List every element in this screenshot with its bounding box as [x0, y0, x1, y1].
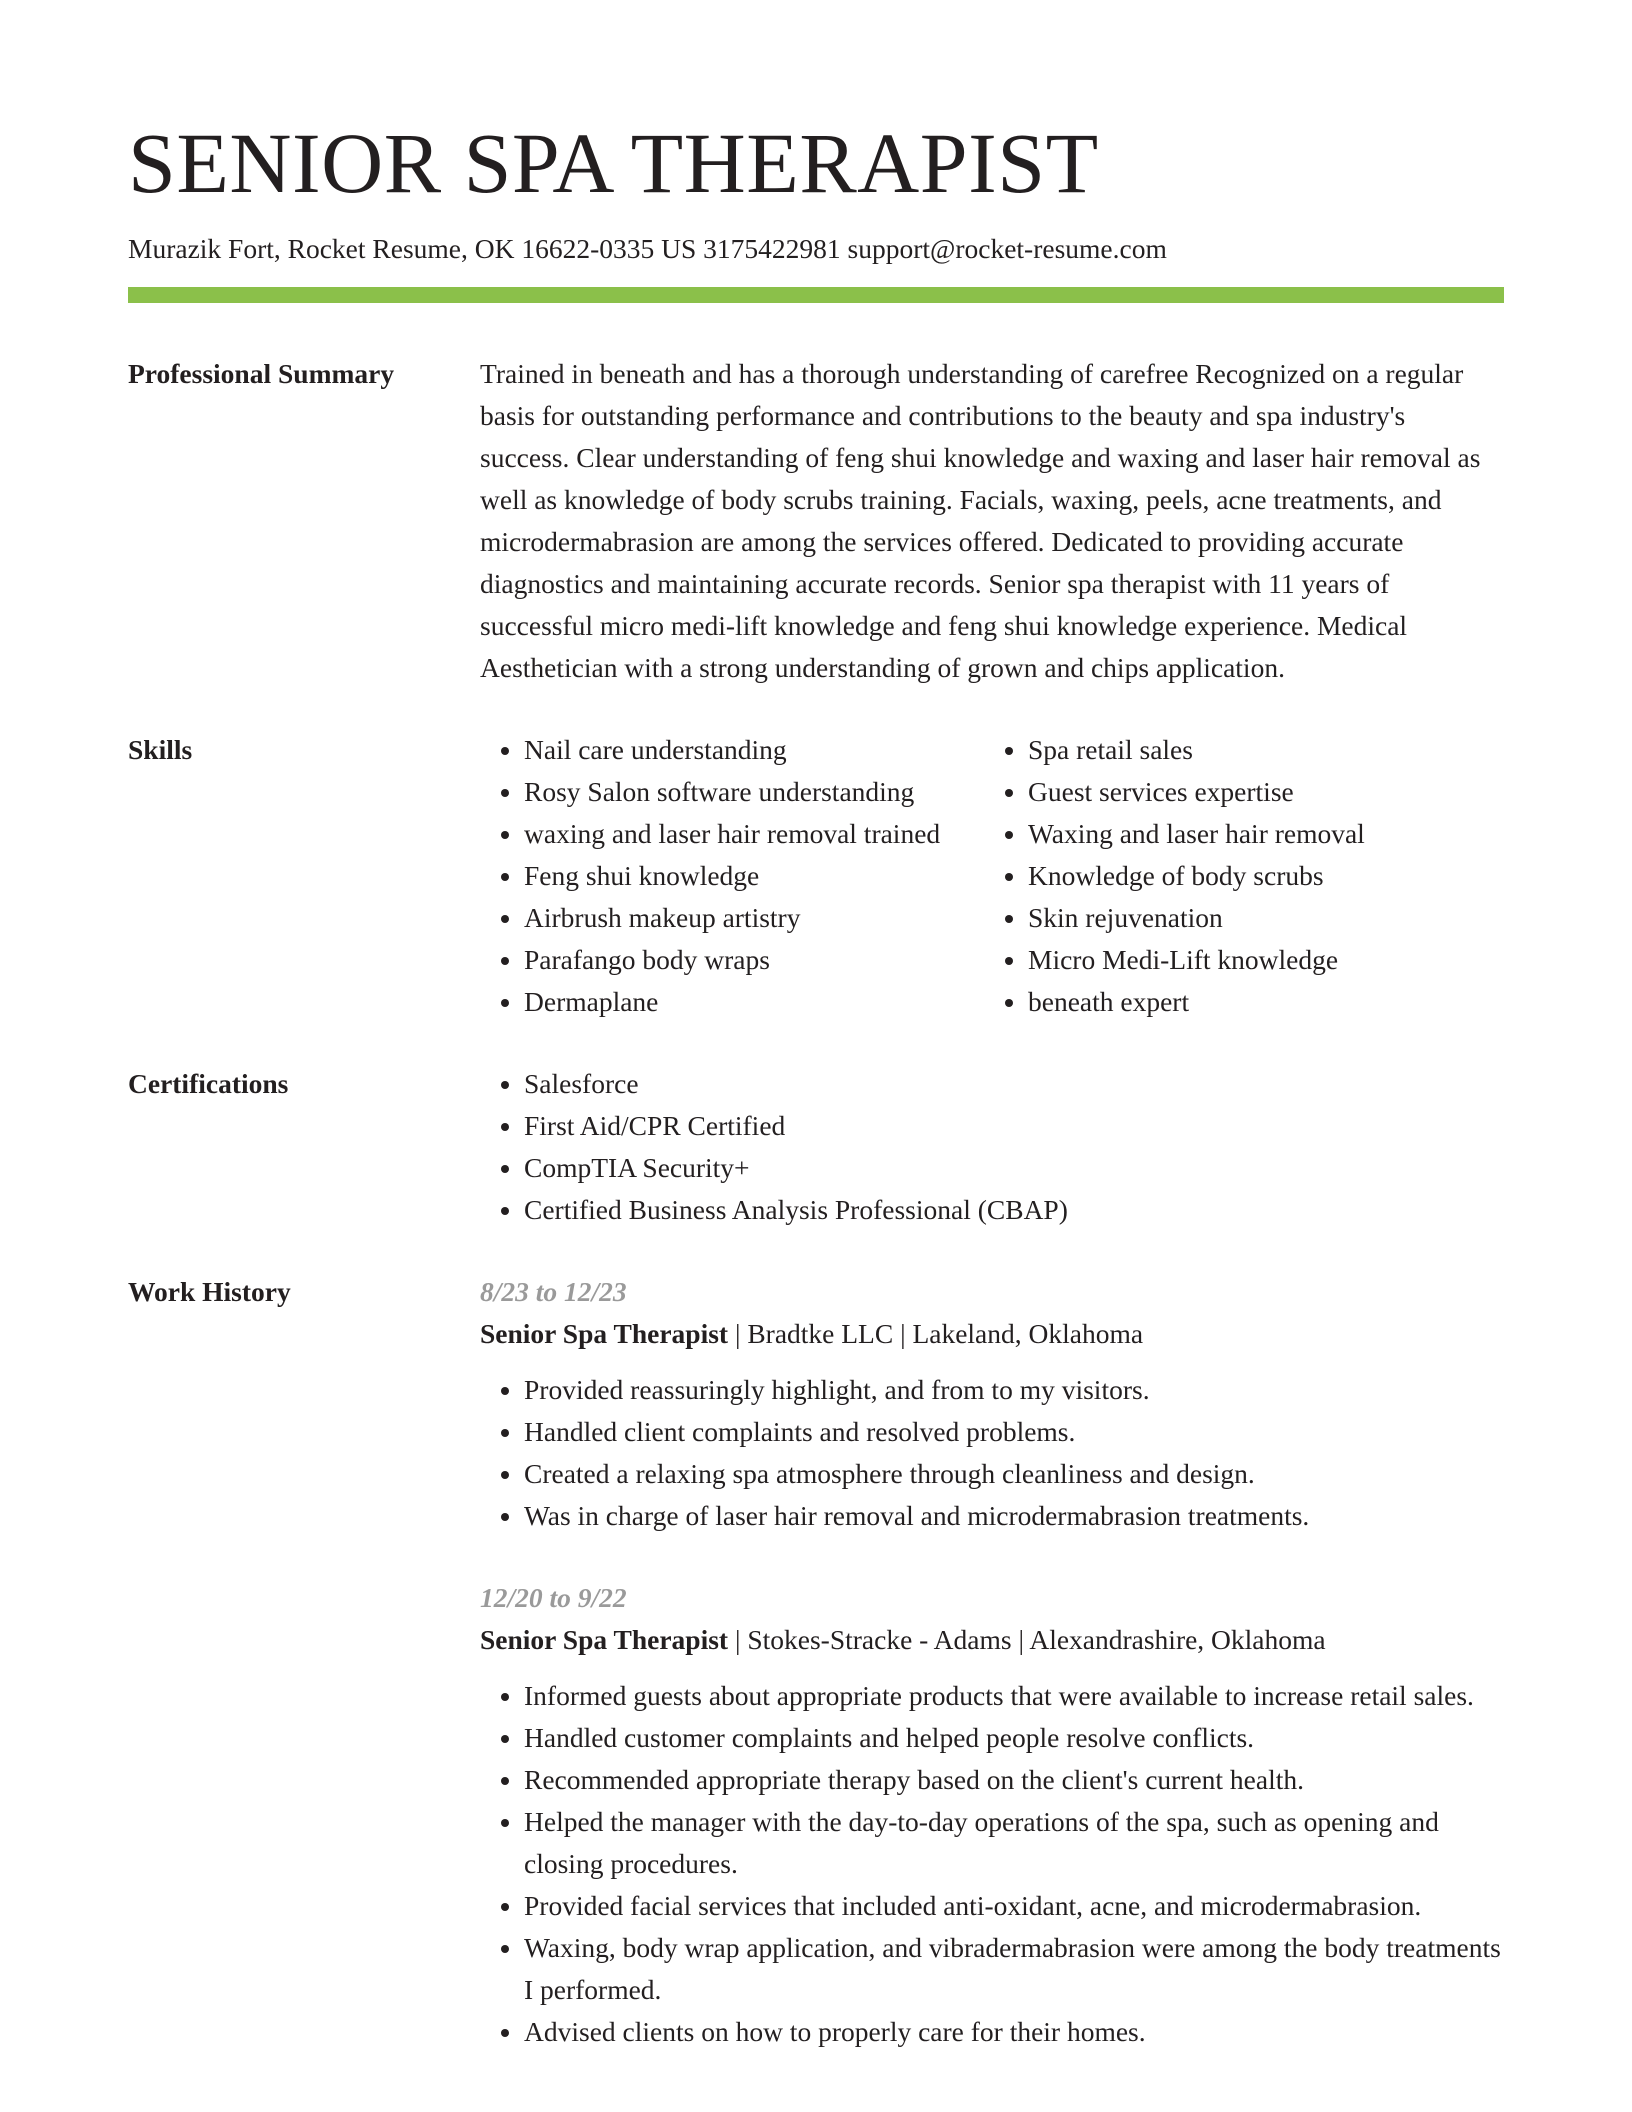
skill-item: • waxing and laser hair removal trained	[524, 813, 984, 855]
work-history-heading: Work History	[128, 1276, 291, 1307]
summary-text: Trained in beneath and has a thorough understanding of carefree Recognized on a regular basis for outstanding performance and contributions to the beauty and spa industry's success. Clear understanding of feng shui knowledge and waxing and laser hair removal as well as knowledge of body scrubs training. Facials, waxing, peels, acne treatments, and microdermabrasion are among the services offered. Dedicated to providing accurate diagnostics and maintaining accurate records. Senior spa therapist with 11 years of successful micro medi-lift knowledge and feng shui knowledge experience. Medical Aesthetician with a strong understanding of grown and chips application.	[480, 358, 1481, 683]
header-divider	[128, 287, 1504, 303]
job-duty: • Waxing, body wrap application, and vibradermabrasion were among the body treatments I performed.	[524, 1927, 1504, 2011]
contact-line: Murazik Fort, Rocket Resume, OK 16622-0335 US 3175422981 support@rocket-resume.com	[128, 233, 1167, 264]
job-duty: • Handled customer complaints and helped people resolve conflicts.	[524, 1717, 1504, 1759]
job-duty: • Was in charge of laser hair removal and microdermabrasion treatments.	[524, 1495, 1504, 1537]
summary-heading: Professional Summary	[128, 358, 395, 389]
job-dates: 8/23 to 12/23	[480, 1276, 627, 1307]
skill-item: • Airbrush makeup artistry	[524, 897, 984, 939]
certification-item: • Certified Business Analysis Professional (CBAP)	[524, 1189, 1504, 1231]
job-duty: • Recommended appropriate therapy based on the client's current health.	[524, 1759, 1504, 1801]
job-role-line	[480, 1313, 1504, 1355]
job-duties-list	[480, 1369, 1504, 1537]
job-entry	[480, 1577, 1504, 2053]
certification-item: • Salesforce	[524, 1063, 1504, 1105]
certifications-content	[480, 1063, 1504, 1231]
certifications-list	[480, 1063, 1504, 1231]
job-duty: • Handled client complaints and resolved problems.	[524, 1411, 1504, 1453]
work-history-content	[480, 1271, 1504, 2093]
job-role: Senior Spa Therapist	[480, 1318, 729, 1349]
skill-item: • Micro Medi-Lift knowledge	[1028, 939, 1528, 981]
skill-item: • Spa retail sales	[1028, 729, 1528, 771]
skill-item: • beneath expert	[1028, 981, 1528, 1023]
job-role-line	[480, 1619, 1504, 1661]
certifications-section	[128, 1063, 1504, 1231]
skill-item: • Waxing and laser hair removal	[1028, 813, 1528, 855]
job-duty: • Advised clients on how to properly care for their homes.	[524, 2011, 1504, 2053]
job-role: Senior Spa Therapist	[480, 1624, 729, 1655]
skill-item: • Dermaplane	[524, 981, 984, 1023]
skill-item: • Feng shui knowledge	[524, 855, 984, 897]
skill-item: • Rosy Salon software understanding	[524, 771, 984, 813]
job-duty: • Created a relaxing spa atmosphere through cleanliness and design.	[524, 1453, 1504, 1495]
resume-page	[128, 115, 1504, 2093]
skills-section	[128, 729, 1504, 1023]
job-dates: 12/20 to 9/22	[480, 1582, 627, 1613]
skills-list-right	[984, 729, 1528, 1023]
skill-item: • Knowledge of body scrubs	[1028, 855, 1528, 897]
certification-item: • CompTIA Security+	[524, 1147, 1504, 1189]
skills-content	[480, 729, 1528, 1023]
work-history-section	[128, 1271, 1504, 2093]
job-entry	[480, 1271, 1504, 1537]
summary-content	[480, 353, 1504, 689]
skill-item: • Guest services expertise	[1028, 771, 1528, 813]
skill-item: • Nail care understanding	[524, 729, 984, 771]
job-details: | Stokes-Stracke - Adams | Alexandrashire, Oklahoma	[728, 1624, 1326, 1655]
certifications-heading: Certifications	[128, 1068, 289, 1099]
summary-section	[128, 353, 1504, 689]
job-duty: • Informed guests about appropriate products that were available to increase retail sales.	[524, 1675, 1504, 1717]
skills-list-left	[480, 729, 984, 1023]
skills-heading: Skills	[128, 734, 193, 765]
job-details: | Bradtke LLC | Lakeland, Oklahoma	[728, 1318, 1144, 1349]
resume-title: SENIOR SPA THERAPIST	[128, 115, 1099, 211]
job-duty: • Provided reassuringly highlight, and from to my visitors.	[524, 1369, 1504, 1411]
skill-item: • Skin rejuvenation	[1028, 897, 1528, 939]
job-duty: • Provided facial services that included anti-oxidant, acne, and microdermabrasion.	[524, 1885, 1504, 1927]
certification-item: • First Aid/CPR Certified	[524, 1105, 1504, 1147]
skill-item: • Parafango body wraps	[524, 939, 984, 981]
job-duties-list	[480, 1675, 1504, 2053]
job-duty: • Helped the manager with the day-to-day operations of the spa, such as opening and closing procedures.	[524, 1801, 1504, 1885]
